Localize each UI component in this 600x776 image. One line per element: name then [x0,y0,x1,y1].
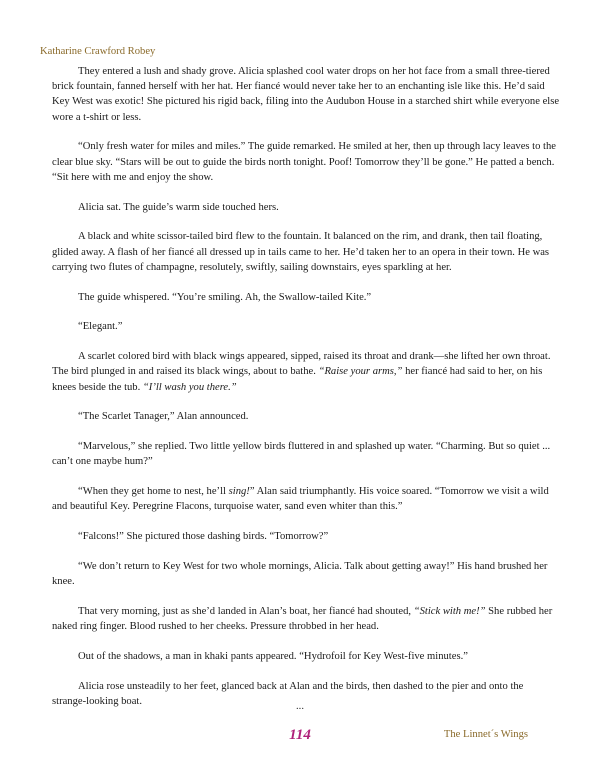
paragraph-11: “Falcons!” She pictured those dashing birds. “Tomorrow?” [78,531,329,543]
paragraph-15: Alicia rose unsteadily to her feet, glanced back at Alan and the birds, then dashed to the pier and onto the strange-looking boat. [52,680,524,707]
page-number: 114 [289,727,311,743]
running-head-author: Katharine Crawford Robey [40,46,156,57]
paragraph-8: “The Scarlet Tanager,” Alan announced. [78,411,249,423]
paragraph-6: “Elegant.” [78,321,123,333]
paragraph-4: A black and white scissor-tailed bird flew to the fountain. It balanced on the rim, and drank, then tail floating, glided away. A flash of her fiancé all dressed up in tails came to her. He’d taken her to an opera in their town. He was carrying two flutes of champagne, resolutely, swiftly, sailing downstairs, eyes sparkling at her. [52,231,550,273]
body-text [52,64,560,724]
paragraph-14: Out of the shadows, a man in khaki pants appeared. “Hydrofoil for Key West-five minutes.” [78,651,468,662]
paragraph-1: They entered a lush and shady grove. Alicia splashed cool water drops on her hot face from a small three-tiered brick fountain, fanned herself with her hat. Her fiancé would never take her to an enchanting isle like this. He’d said Key West was exotic! She pictured his rigid back, filing into the Audubon House in a starched shirt while everyone else wore a t-shirt or less. [52,66,560,123]
paragraph-12: “We don’t return to Key West for two whole mornings, Alicia. Talk about getting away!” His hand brushed her knee. [52,561,548,588]
paragraph-7: A scarlet colored bird with black wings appeared, sipped, raised its throat and drank—she lifted her own throat. The bird plunged in and raised its black wings, about to bathe. “Raise your arms,” her fiancé had said to her, on his knees beside the tub. “I’ll wash you there.” [52,351,551,393]
paragraph-3: Alicia sat. The guide’s warm side touched hers. [78,201,279,213]
section-ellipsis: ... [296,701,304,712]
paragraph-5: The guide whispered. “You’re smiling. Ah, the Swallow-tailed Kite.” [78,291,372,303]
paragraph-2: “Only fresh water for miles and miles.” The guide remarked. He smiled at her, then up through lacy leaves to the clear blue sky. “Stars will be out to guide the birds north tonight. Poof! Tomorrow they’ll be gone.” He patted a bench. “Sit here with me and enjoy the show. [52,141,557,183]
paragraph-9: “Marvelous,” she replied. Two little yellow birds fluttered in and splashed up water. “Charming. But so quiet ... can’t one maybe hum?” [52,441,551,468]
footer-book-title: The Linnet´s Wings [443,729,528,740]
paragraph-10: “When they get home to nest, he’ll sing!” Alan said triumphantly. His voice soared. “Tomorrow we visit a wild and beautiful Key. Peregrine Flacons, turquoise water, sand even whiter than this.” [52,486,549,513]
paragraph-13: That very morning, just as she’d landed in Alan’s boat, her fiancé had shouted, “Stick with me!” She rubbed her naked ring finger. Blood rushed to her cheeks. Pressure throbbed in her head. [52,606,553,633]
